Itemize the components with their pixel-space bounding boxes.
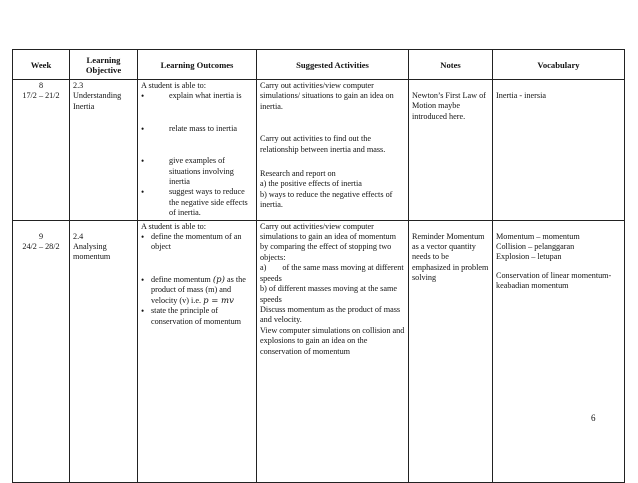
table-row <box>13 220 625 482</box>
outcomes-intro: A student is able to: <box>141 81 207 90</box>
week-cell <box>13 220 70 482</box>
activity-subitem <box>260 263 405 284</box>
activity-text: Discuss momentum as the product of mass and velocity. <box>260 304 401 325</box>
vocab-item: Collision – pelanggaran <box>496 242 575 252</box>
outcome-item: • suggest ways to reduce the negative side effects of inertia. <box>141 187 253 218</box>
activity-text: Carry out activities to find out the relationship between inertia and mass. <box>260 134 386 154</box>
objective-cell <box>70 220 138 482</box>
outcome-item: • define the momentum of an object <box>141 232 253 253</box>
header-notes: Notes <box>409 50 493 80</box>
notes-cell <box>409 80 493 221</box>
note-text: Reminder Momentum as a vector quantity needs to be emphasized in problem solving <box>412 231 489 283</box>
activity-subitem: b) of different masses moving at the same speeds <box>260 284 397 304</box>
activities-cell <box>257 80 409 221</box>
week-dates: 24/2 – 28/2 <box>22 242 60 252</box>
activity-text: of the same mass moving at different speeds <box>260 263 404 283</box>
activity-label: a) <box>260 263 267 273</box>
table-row <box>13 80 625 221</box>
week-number: 8 <box>38 81 44 90</box>
activity-text: Research and report on <box>260 169 336 179</box>
header-vocabulary: Vocabulary <box>493 50 625 80</box>
vocab-item: Explosion – letupan <box>496 252 562 262</box>
activity-text: Carry out activities/view computer simulations/ situations to gain an idea on inertia. <box>260 81 394 111</box>
lesson-plan-table <box>12 49 625 483</box>
objective-number: 2.4 <box>73 231 84 241</box>
outcome-item: • state the principle of conservation of momentum <box>141 306 253 327</box>
objective-number: 2.3 <box>73 81 84 90</box>
note-text: Newton’s First Law of Motion maybe introduced here. <box>412 91 486 121</box>
header-week: Week <box>13 50 70 80</box>
page-number: 6 <box>591 413 596 423</box>
header-objective: Learning Objective <box>70 50 138 80</box>
week-dates: 17/2 – 21/2 <box>22 91 60 101</box>
objective-cell <box>70 80 138 221</box>
week-cell <box>13 80 70 221</box>
header-row <box>13 50 625 80</box>
outcome-item: • relate mass to inertia <box>141 124 253 134</box>
vocabulary-cell <box>493 220 625 482</box>
header-activities: Suggested Activities <box>257 50 409 80</box>
week-number: 9 <box>38 231 44 241</box>
objective-title: Understanding Inertia <box>73 91 122 111</box>
vocab-item: Inertia - inersia <box>496 91 547 100</box>
outcome-text: as the product of mass (m) and velocity (v) i.e. <box>151 274 246 305</box>
momentum-formula: p = mv <box>203 295 234 306</box>
outcomes-cell <box>138 220 257 482</box>
notes-cell <box>409 220 493 482</box>
header-outcomes: Learning Outcomes <box>138 50 257 80</box>
outcomes-intro: A student is able to: <box>141 221 207 231</box>
momentum-symbol: (p) <box>212 274 225 285</box>
activity-text: Carry out activities/view computer simulations to gain an idea of momentum by comparing the effect of stopping two objects: <box>260 221 396 262</box>
vocab-item: Conservation of linear momentum- keabadian momentum <box>496 270 612 291</box>
vocab-item: Momentum – momentum <box>496 231 580 241</box>
activity-text: a) the positive effects of inertia <box>260 179 362 189</box>
activity-text: View computer simulations on collision and explosions to gain an idea on the conservation of momentum <box>260 325 405 356</box>
outcome-item: • give examples of situations involving inertia <box>141 156 253 187</box>
outcomes-cell <box>138 80 257 221</box>
vocabulary-cell <box>493 80 625 221</box>
objective-title: Analysing momentum <box>73 242 111 262</box>
outcome-item <box>141 275 253 306</box>
activities-cell <box>257 220 409 482</box>
outcome-item: • explain what inertia is <box>141 91 253 101</box>
outcome-text: define momentum <box>151 274 211 284</box>
activity-text: b) ways to reduce the negative effects of inertia. <box>260 189 393 210</box>
